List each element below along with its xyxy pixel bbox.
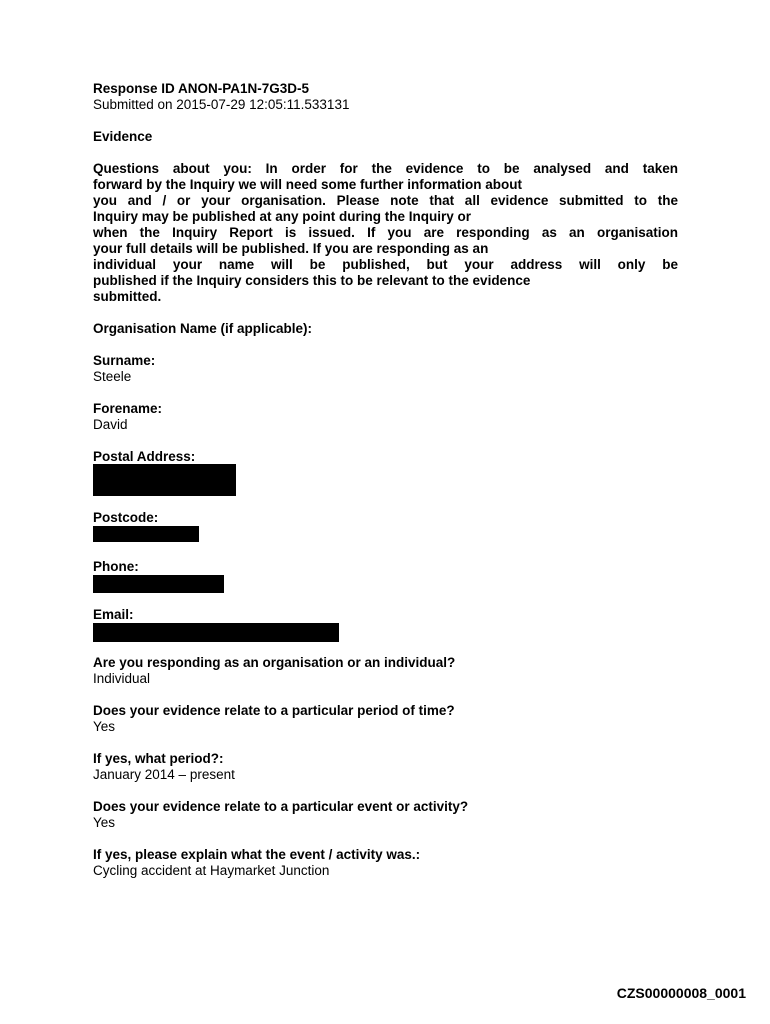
- surname-value: Steele: [93, 369, 132, 384]
- intro-line: individual your name will be published, but your address will only be: [93, 257, 678, 272]
- intro-line: when the Inquiry Report is issued. If you are responding as an organisation: [93, 225, 678, 240]
- organisation-label: Organisation Name (if applicable):: [93, 321, 313, 336]
- document-reference: CZS00000008_0001: [616, 985, 746, 1001]
- document-page: [93, 81, 678, 879]
- question: Does your evidence relate to a particular event or activity?: [93, 799, 469, 814]
- question: If yes, please explain what the event / activity was.:: [93, 847, 421, 862]
- submitted-date: Submitted on 2015-07-29 12:05:11.533131: [93, 97, 350, 112]
- section-title: Evidence: [93, 129, 153, 144]
- question: If yes, what period?:: [93, 751, 224, 766]
- postcode-label: Postcode:: [93, 510, 159, 525]
- email-label: Email:: [93, 607, 134, 622]
- redacted-postal-address: [93, 464, 236, 496]
- response-id: Response ID ANON-PA1N-7G3D-5: [93, 81, 310, 96]
- phone-label: Phone:: [93, 559, 139, 574]
- answer: Cycling accident at Haymarket Junction: [93, 863, 330, 878]
- question: Are you responding as an organisation or an individual?: [93, 655, 456, 670]
- intro-line: submitted.: [93, 289, 162, 304]
- question: Does your evidence relate to a particular period of time?: [93, 703, 455, 718]
- forename-value: David: [93, 417, 128, 432]
- answer: Yes: [93, 719, 116, 734]
- redacted-email: [93, 623, 339, 642]
- redacted-postcode: [93, 526, 199, 542]
- answer: Individual: [93, 671, 151, 686]
- forename-label: Forename:: [93, 401, 163, 416]
- intro-paragraph: [93, 161, 678, 305]
- intro-line: forward by the Inquiry we will need some further information about: [93, 177, 523, 192]
- answer: Yes: [93, 815, 116, 830]
- answer: January 2014 – present: [93, 767, 235, 782]
- intro-line: your full details will be published. If you are responding as an: [93, 241, 489, 256]
- surname-label: Surname:: [93, 353, 156, 368]
- intro-line: Inquiry may be published at any point during the Inquiry or: [93, 209, 472, 224]
- postal-address-label: Postal Address:: [93, 449, 196, 464]
- intro-line: you and / or your organisation. Please note that all evidence submitted to the: [93, 193, 678, 208]
- redacted-phone: [93, 575, 224, 593]
- intro-line: Questions about you: In order for the evidence to be analysed and taken: [93, 161, 678, 176]
- intro-line: published if the Inquiry considers this to be relevant to the evidence: [93, 273, 531, 288]
